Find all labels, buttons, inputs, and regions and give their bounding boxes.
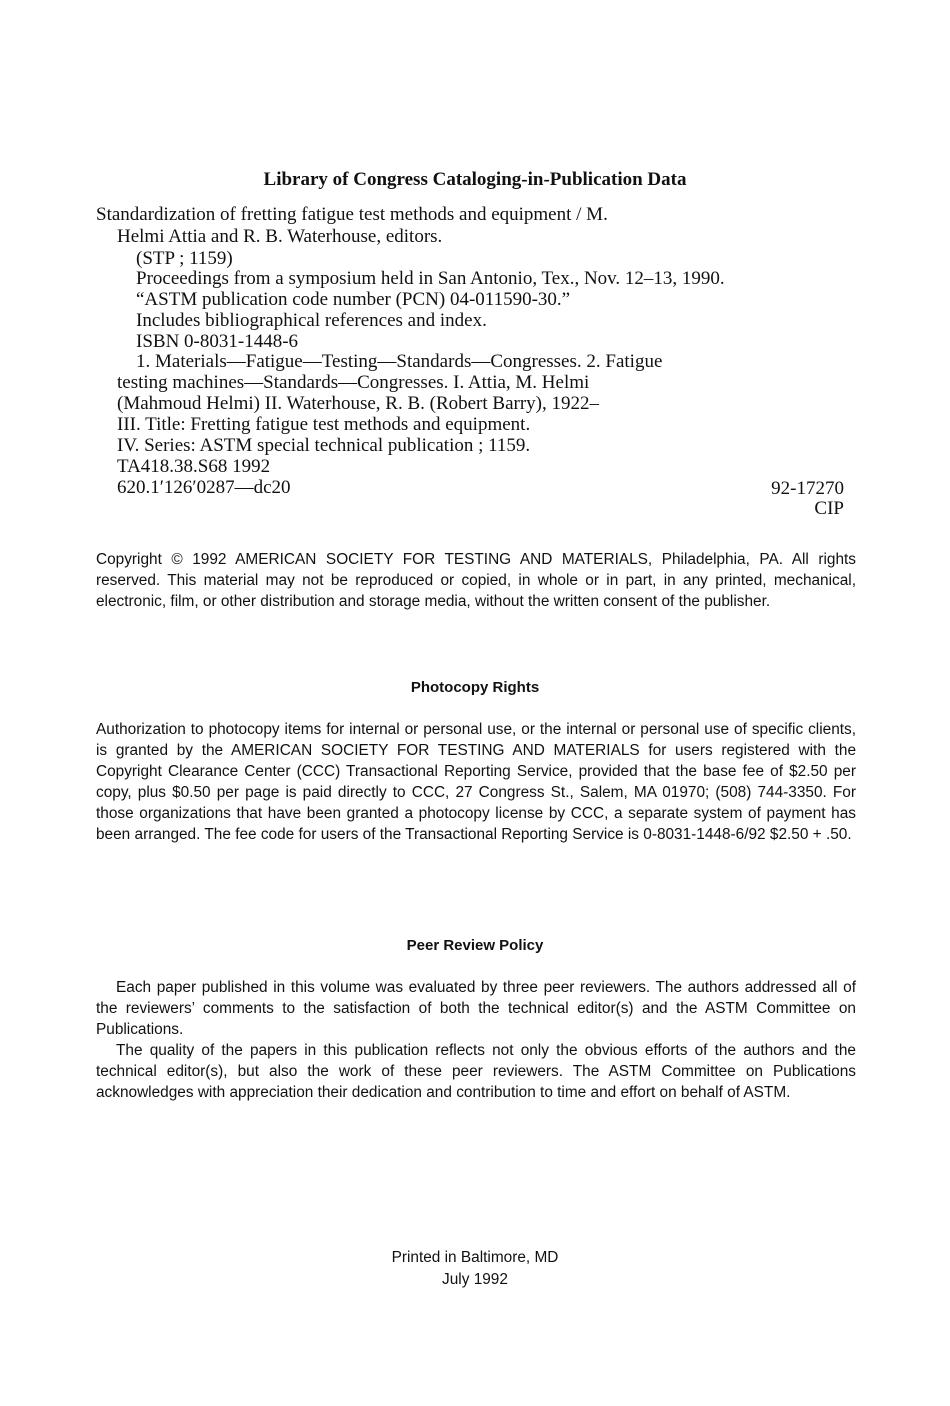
photocopy-rights-text: Authorization to photocopy items for internal or personal use, or the internal or personal use of specific clients, is granted by the AMERICAN SOCIETY FOR TESTING AND MATERIALS for users registered with the Copyright Clearance Center (CCC) Transactional Reporting Service, provided that the base fee of $2.50 per copy, plus $0.50 per page is paid directly to CCC, 27 Congress St., Salem, MA 01970; (508) 744-3350. For those organizations that have been granted a photocopy license by CCC, a separate system of payment has been arranged. The fee code for users of the Transactional Reporting Service is 0-8031-1448-6/92 $2.50 + .50. <box>96 721 856 843</box>
cip-heading: Library of Congress Cataloging-in-Publication Data <box>263 169 687 190</box>
cip-line: IV. Series: ASTM special technical publication ; 1159. <box>117 435 531 456</box>
cip-line: “ASTM publication code number (PCN) 04-011590-30.” <box>136 289 571 310</box>
cip-line: III. Title: Fretting fatigue test methods and equipment. <box>117 414 531 435</box>
cip-line: TA418.38.S68 1992 <box>117 456 271 477</box>
cip-line: Standardization of fretting fatigue test methods and equipment / M. <box>96 204 608 225</box>
cip-line: (Mahmoud Helmi) II. Waterhouse, R. B. (Robert Barry), 1922– <box>117 393 599 414</box>
printed-place: Printed in Baltimore, MD <box>391 1249 559 1266</box>
cip-label: CIP <box>814 498 844 519</box>
peer-review-title: Peer Review Policy <box>406 937 544 954</box>
peer-review-paragraph: Each paper published in this volume was evaluated by three peer reviewers. The authors addressed all of the reviewers’ comments to the satisfaction of both the technical editor(s) and the ASTM Committee on Publications. <box>96 979 856 1038</box>
photocopy-rights-title: Photocopy Rights <box>410 679 540 696</box>
lccn-number: 92-17270 <box>771 478 844 499</box>
cip-line: testing machines—Standards—Congresses. I. Attia, M. Helmi <box>117 372 590 393</box>
cip-line: ISBN 0-8031-1448-6 <box>136 331 299 352</box>
cip-line: 1. Materials—Fatigue—Testing—Standards—Congresses. 2. Fatigue <box>136 351 663 372</box>
cip-line: Helmi Attia and R. B. Waterhouse, editors. <box>117 226 443 247</box>
cip-line: Proceedings from a symposium held in San Antonio, Tex., Nov. 12–13, 1990. <box>136 268 725 289</box>
cip-line: (STP ; 1159) <box>136 248 233 269</box>
peer-review-body <box>96 977 856 1103</box>
copyright-notice: Copyright © 1992 AMERICAN SOCIETY FOR TESTING AND MATERIALS, Philadelphia, PA. All rights reserved. This material may not be reproduced or copied, in whole or in part, in any printed, mechanical, electronic, film, or other distribution and storage media, without the written consent of the publisher. <box>96 551 856 610</box>
cip-line: Includes bibliographical references and index. <box>136 310 487 331</box>
printed-date: July 1992 <box>442 1271 508 1288</box>
cip-line: 620.1′126′0287—dc20 <box>117 477 291 498</box>
peer-review-paragraph: The quality of the papers in this publication reflects not only the obvious efforts of the authors and the technical editor(s), but also the work of these peer reviewers. The ASTM Committee on Publications acknowledges with appreciation their dedication and contribution to time and effort on behalf of ASTM. <box>96 1042 856 1101</box>
